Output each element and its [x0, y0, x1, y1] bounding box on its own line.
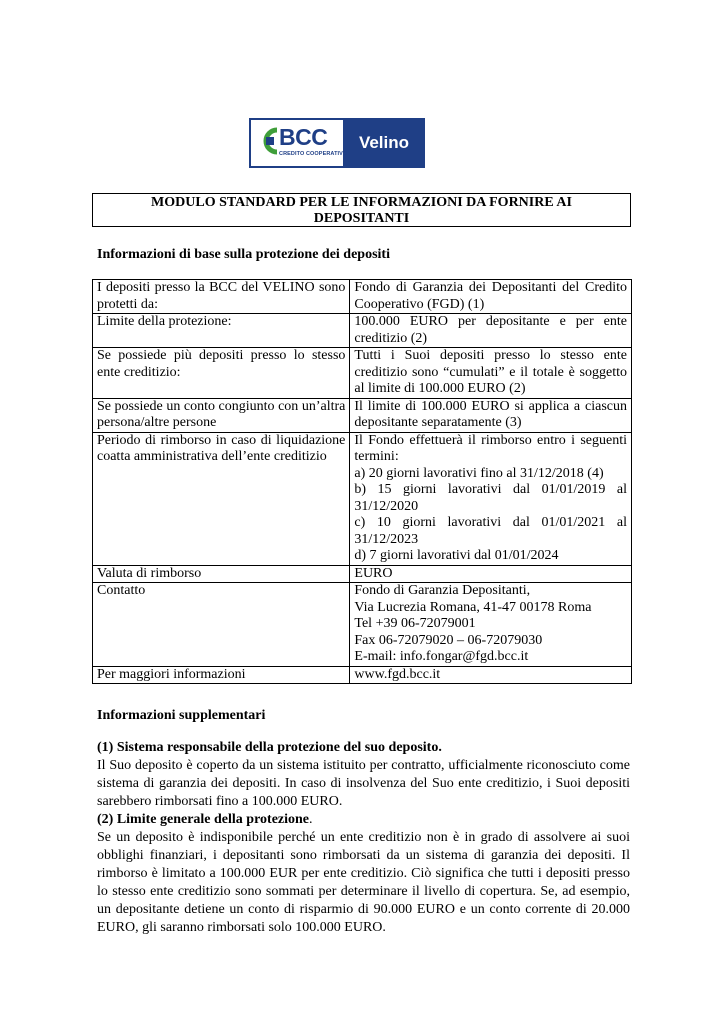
row-value-line: Fondo di Garanzia dei Depositanti del Credito Cooperativo (FGD) (1): [354, 280, 627, 312]
section-1-heading: (1) Sistema responsabile della protezione del suo deposito.: [97, 740, 442, 755]
row-value-line: EURO: [354, 565, 393, 581]
row-value-line: 100.000 EURO per depositante e per ente creditizio (2): [354, 314, 627, 346]
title-line-1: MODULO STANDARD PER LE INFORMAZIONI DA FORNIRE AI: [151, 195, 572, 210]
table-row: [93, 314, 632, 348]
row-value-line: www.fgd.bcc.it: [354, 666, 441, 682]
row-label: Valuta di rimborso: [93, 565, 350, 583]
row-value: [350, 565, 632, 583]
row-value-line: c) 10 giorni lavorativi dal 01/01/2021 al 31/12/2023: [354, 515, 627, 547]
table-row: [93, 280, 632, 314]
row-label: I depositi presso la BCC del VELINO sono protetti da:: [93, 280, 350, 314]
table-row: [93, 666, 632, 684]
row-value-line: Il Fondo effettuerà il rimborso entro i seguenti termini:: [354, 432, 627, 464]
protection-info-table: [92, 279, 632, 684]
row-value-line: Tel +39 06-72079001: [354, 616, 476, 631]
row-value: [350, 280, 632, 314]
row-value: [350, 348, 632, 399]
row-value-line: Fondo di Garanzia Depositanti,: [354, 583, 531, 598]
row-label: Periodo di rimborso in caso di liquidazione coatta amministrativa dell’ente creditizio: [93, 432, 350, 565]
section-1: [97, 739, 630, 937]
table-row: [93, 565, 632, 583]
row-value-line: Il limite di 100.000 EURO si applica a ciascun depositante separatamente (3): [354, 398, 627, 430]
logo-brand-panel: [251, 120, 348, 166]
row-value: [350, 666, 632, 684]
row-label: Se possiede più depositi presso lo stesso ente creditizio:: [93, 348, 350, 399]
logo-branch-text: Velino: [358, 133, 410, 152]
base-info-heading: Informazioni di base sulla protezione dei depositi: [97, 247, 390, 262]
section-2-heading-suffix: .: [309, 812, 313, 827]
logo-subline: CREDITO COOPERATIVO: [279, 151, 348, 157]
row-label: Limite della protezione:: [93, 314, 350, 348]
section-2-heading: (2) Limite generale della protezione: [97, 812, 310, 827]
table-row: [93, 398, 632, 432]
row-value-line: b) 15 giorni lavorativi dal 01/01/2019 al 31/12/2020: [354, 482, 627, 514]
row-label: Per maggiori informazioni: [93, 666, 350, 684]
supplementary-heading: Informazioni supplementari: [97, 708, 266, 723]
row-value-line: Tutti i Suoi depositi presso lo stesso ente creditizio sono “cumulati” e il totale è soggetto al limite di 100.000 EURO (2): [354, 348, 627, 396]
row-value-line: E-mail: info.fongar@fgd.bcc.it: [354, 649, 529, 664]
row-value-line: d) 7 giorni lavorativi dal 01/01/2024: [354, 548, 559, 563]
row-value-line: Fax 06-72079020 – 06-72079030: [354, 632, 543, 648]
row-value: [350, 432, 632, 565]
row-label: Se possiede un conto congiunto con un’altra persona/altre persone: [93, 398, 350, 432]
row-value-line: a) 20 giorni lavorativi fino al 31/12/2018 (4): [354, 465, 604, 481]
document-title: [92, 193, 631, 227]
bcc-velino-logo: [249, 118, 425, 168]
title-line-2: DEPOSITANTI: [313, 211, 410, 226]
row-value-line: Via Lucrezia Romana, 41-47 00178 Roma: [354, 599, 592, 615]
table-row: [93, 432, 632, 565]
row-value: [350, 583, 632, 667]
section-1-body: Il Suo deposito è coperto da un sistema istituito per contratto, ufficialmente riconosciuto come sistema di garanzia dei depositi. In caso di insolvenza del Suo ente creditizio, i Suoi depositi sarebbero rimborsati fino a 100.000 EURO.: [97, 758, 630, 809]
row-value: [350, 398, 632, 432]
logo-brand-text: BCC: [279, 124, 328, 150]
table-row: [93, 348, 632, 399]
section-2-body: Se un deposito è indisponibile perché un ente creditizio non è in grado di assolvere ai suoi obblighi finanziari, i depositanti sono rimborsati da un sistema di garanzia dei depositi. Il rimborso è limitato a 100.000 EUR per ente creditizio. Ciò significa che tutti i depositi presso lo stesso ente creditizio sono sommati per determinare il livello di copertura. Se, ad esempio, un depositante detiene un conto di risparmio di 90.000 EURO e un conto corrente di 20.000 EURO, gli saranno rimborsati solo 100.000 EURO.: [97, 830, 630, 935]
table-row: [93, 583, 632, 667]
row-label: Contatto: [93, 583, 350, 667]
row-value: [350, 314, 632, 348]
